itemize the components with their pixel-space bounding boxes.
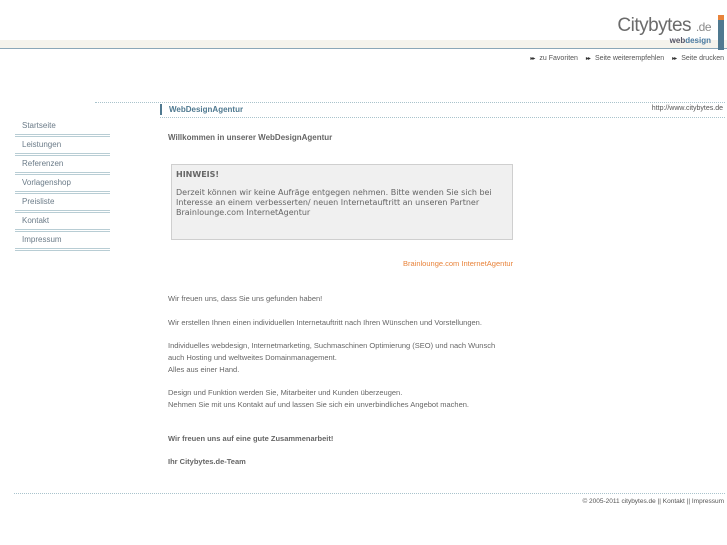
paragraph: Wir freuen uns, dass Sie uns gefunden haben! [168,294,323,303]
double-arrow-icon: ▸▸ [530,56,535,62]
paragraph: Wir erstellen Ihnen einen individuellen Internetauftritt nach Ihren Wünschen und Vorstellungen. [168,318,482,327]
section-top-divider [95,102,725,103]
logo-tld: .de [695,20,711,34]
sidebar-nav [15,118,110,251]
sidebar-item-startseite[interactable]: Startseite [15,118,110,137]
paragraph: Design und Funktion werden Sie, Mitarbeiter und Kunden überzeugen. [168,388,403,397]
welcome-heading: Willkommen in unserer WebDesignAgentur [168,133,333,142]
copyright: © 2005-2011 citybytes.de [582,498,656,505]
site-url[interactable]: http://www.citybytes.de [651,105,723,112]
notice-box [171,164,513,240]
footer-separator: || [657,498,661,505]
double-arrow-icon: ▸▸ [672,56,677,62]
partner-link[interactable]: Brainlounge.com InternetAgentur [403,259,514,268]
paragraph: Alles aus einer Hand. [168,365,240,374]
logo-sub-design: design [685,36,711,45]
utility-links [524,55,724,62]
sidebar-item-kontakt[interactable]: Kontakt [15,213,110,232]
recommend-page-link[interactable]: ▸▸ Seite weiterempfehlen [585,55,665,62]
header-divider [0,48,727,49]
sidebar-item-vorlagenshop[interactable]: Vorlagenshop [15,175,110,194]
paragraph: Individuelles webdesign, Internetmarketing, Suchmaschinen Optimierung (SEO) und nach Wunsch [168,341,496,350]
sidebar-item-leistungen[interactable]: Leistungen [15,137,110,156]
sidebar-item-preisliste[interactable]: Preisliste [15,194,110,213]
notice-heading: HINWEIS! [176,170,220,179]
footer-separator: || [686,498,691,505]
notice-text: Derzeit können wir keine Aufräge entgegen nehmen. Bitte wenden Sie sich bei Interesse an einem verbesserten/ neuen Internetauftritt an unseren Partner Brainlounge.com InternetAgentur [176,188,492,217]
print-page-link[interactable]: ▸▸ Seite drucken [672,55,724,62]
double-arrow-icon: ▸▸ [585,56,590,62]
sidebar-item-impressum[interactable]: Impressum [15,232,110,251]
footer-kontakt-link[interactable]: Kontakt [662,498,685,505]
paragraph: auch Hosting und weltweites Domainmanagement. [168,353,337,362]
logo-bar-icon [718,18,724,50]
logo-text: Citybytes [617,15,692,36]
paragraph: Nehmen Sie mit uns Kontakt auf und lassen Sie sich ein unverbindliches Angebot machen. [168,400,470,409]
footer-impressum-link[interactable]: Impressum [691,498,724,505]
sidebar-item-referenzen[interactable]: Referenzen [15,156,110,175]
footer [582,498,724,505]
section-bottom-divider [160,117,725,118]
section-title: WebDesignAgentur [160,104,243,115]
add-favorites-link[interactable]: ▸▸ zu Favoriten [530,55,578,62]
footer-divider [14,493,725,494]
signature: Ihr Citybytes.de-Team [168,457,246,466]
closing-line: Wir freuen uns auf eine gute Zusammenarbeit! [168,434,334,443]
site-logo[interactable] [612,6,727,46]
logo-sub-web: web [669,36,686,45]
